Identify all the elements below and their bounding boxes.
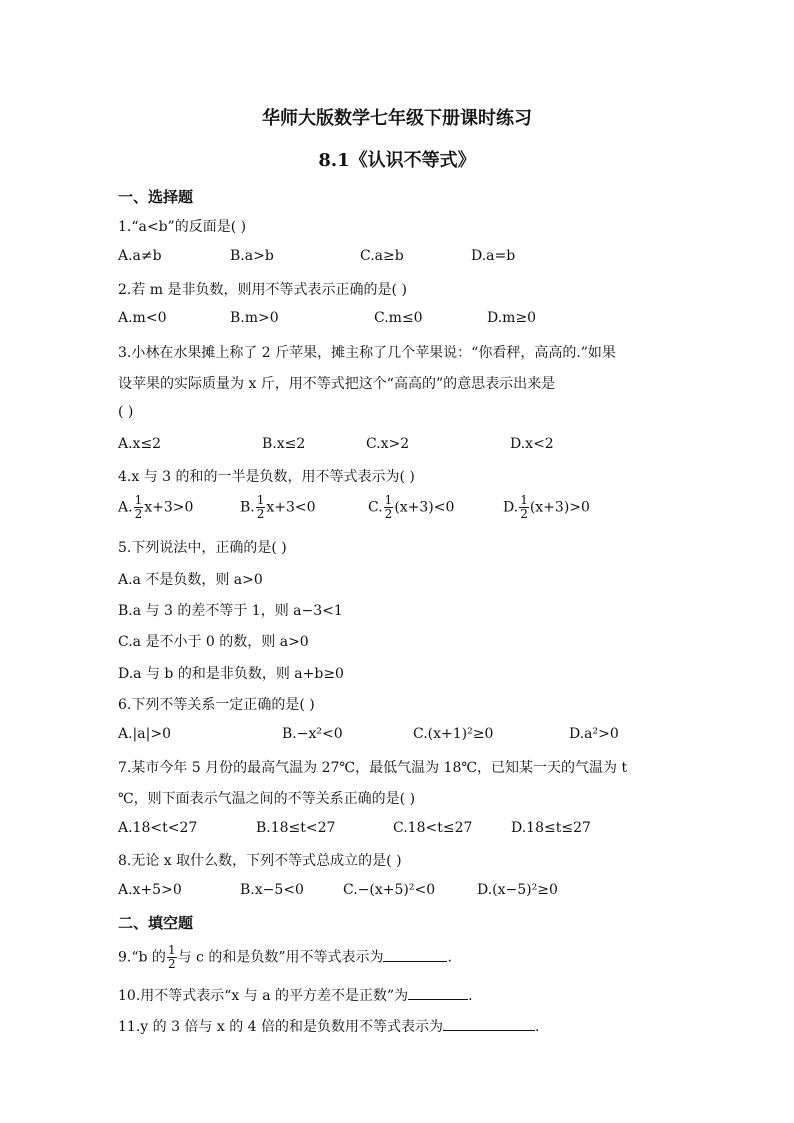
- fraction-numerator: 1: [167, 943, 176, 957]
- q8-option-c: C.−(x+5)²<0: [343, 882, 436, 898]
- document-title: 华师大版数学七年级下册课时练习: [262, 108, 532, 129]
- q5-option-c: C.a 是不小于 0 的数，则 a>0: [118, 634, 309, 650]
- q1-option-b: B.a>b: [230, 248, 274, 264]
- q8-option-b: B.x−5<0: [240, 882, 304, 898]
- question-10: [118, 985, 473, 1005]
- answer-blank: [383, 947, 447, 962]
- q5-option-b: B.a 与 3 的差不等于 1，则 a−3<1: [118, 603, 343, 619]
- question-4-stem: 4.x 与 3 的和的一半是负数，用不等式表示为( ): [118, 469, 415, 485]
- q4-option-d-expr: (x+3)>0: [529, 499, 590, 516]
- fraction-denominator: 2: [256, 507, 265, 521]
- fraction-one-half: [384, 494, 394, 521]
- question-7-line-1: 7.某市今年 5 月份的最高气温为 27℃，最低气温为 18℃，已知某一天的气温为 t: [118, 760, 628, 776]
- q8-option-a: A.x+5>0: [118, 882, 182, 898]
- fraction-one-half: [519, 494, 529, 521]
- q3-option-b: B.x≤2: [262, 436, 306, 452]
- question-3-line-3: ( ): [118, 404, 134, 420]
- q5-option-a: A.a 不是负数，则 a>0: [118, 572, 263, 588]
- q1-option-a: A.a≠b: [118, 248, 162, 264]
- question-2-stem: 2.若 m 是非负数，则用不等式表示正确的是( ): [118, 282, 407, 298]
- fraction-one-half: [256, 494, 266, 521]
- fraction-denominator: 2: [520, 507, 528, 521]
- q2-option-c: C.m≤0: [374, 310, 423, 326]
- fraction-numerator: 1: [520, 493, 528, 507]
- question-5-stem: 5.下列说法中，正确的是( ): [118, 540, 287, 556]
- q4-option-a: [118, 494, 193, 521]
- q6-option-d: D.a²>0: [569, 726, 619, 742]
- fraction-one-half: [167, 944, 177, 971]
- question-9: [118, 944, 452, 971]
- q1-option-c: C.a≥b: [360, 248, 404, 264]
- q4-option-a-expr: x+3>0: [144, 499, 194, 516]
- question-3-line-2: 设苹果的实际质量为 x 斤，用不等式把这个“高高的”的意思表示出来是: [118, 376, 556, 392]
- question-11: [118, 1016, 540, 1036]
- fraction-numerator: 1: [256, 493, 265, 507]
- question-3-line-1: 3.小林在水果摊上称了 2 斤苹果，摊主称了几个苹果说：“你看秤，高高的.”如果: [118, 345, 616, 361]
- q2-option-a: A.m<0: [118, 310, 167, 326]
- answer-blank: [443, 1016, 535, 1031]
- fraction-numerator: 1: [134, 493, 143, 507]
- q2-option-b: B.m>0: [230, 310, 279, 326]
- answer-blank: [408, 985, 468, 1000]
- q7-option-c: C.18<t≤27: [393, 820, 473, 836]
- q9-text-end: 与 c 的和是负数”用不等式表示为: [177, 949, 384, 966]
- section-heading-fill-blank: 二、填空题: [118, 914, 194, 932]
- q4-option-b-expr: x+3<0: [266, 499, 316, 516]
- q4-option-d: [503, 494, 590, 521]
- fraction-numerator: 1: [384, 493, 393, 507]
- question-1-stem: 1.“a<b”的反面是( ): [118, 219, 247, 235]
- q6-option-c: C.(x+1)²≥0: [413, 726, 494, 742]
- q4-option-c: [368, 494, 454, 521]
- q7-option-b: B.18≤t<27: [256, 820, 336, 836]
- q1-option-d: D.a=b: [471, 248, 516, 264]
- document-subtitle: 8.1《认识不等式》: [318, 150, 476, 171]
- q3-option-d: D.x<2: [510, 436, 554, 452]
- q5-option-d: D.a 与 b 的和是非负数，则 a+b≥0: [118, 666, 344, 682]
- q7-option-a: A.18<t<27: [118, 820, 198, 836]
- fraction-denominator: 2: [134, 507, 143, 521]
- q4-option-b-label: B.: [240, 499, 255, 516]
- q2-option-d: D.m≥0: [487, 310, 537, 326]
- q4-option-c-label: C.: [368, 499, 383, 516]
- q7-option-d: D.18≤t≤27: [511, 820, 591, 836]
- q4-option-a-label: A.: [118, 499, 133, 516]
- question-7-line-2: ℃，则下面表示气温之间的不等关系正确的是( ): [118, 791, 416, 807]
- q4-option-d-label: D.: [503, 499, 519, 516]
- q6-option-a: A.|a|>0: [118, 726, 171, 742]
- section-heading-choice: 一、选择题: [118, 188, 194, 206]
- q10-period: .: [468, 988, 473, 1004]
- question-6-stem: 6.下列不等关系一定正确的是( ): [118, 697, 315, 713]
- q4-option-b: [240, 494, 316, 521]
- question-8-stem: 8.无论 x 取什么数，下列不等式总成立的是( ): [118, 853, 402, 869]
- q11-period: .: [535, 1019, 540, 1035]
- q4-option-c-expr: (x+3)<0: [394, 499, 455, 516]
- fraction-one-half: [134, 494, 144, 521]
- q9-period: .: [447, 949, 452, 966]
- q8-option-d: D.(x−5)²≥0: [477, 882, 558, 898]
- q3-option-a: A.x≤2: [118, 436, 162, 452]
- q9-text-start: 9.“b 的: [118, 949, 166, 966]
- fraction-denominator: 2: [167, 957, 176, 971]
- q3-option-c: C.x>2: [366, 436, 410, 452]
- q11-text: 11.y 的 3 倍与 x 的 4 倍的和是负数用不等式表示为: [118, 1019, 444, 1035]
- q10-text: 10.用不等式表示“x 与 a 的平方差不是正数”为: [118, 988, 409, 1004]
- q6-option-b: B.−x²<0: [282, 726, 343, 742]
- fraction-denominator: 2: [384, 507, 393, 521]
